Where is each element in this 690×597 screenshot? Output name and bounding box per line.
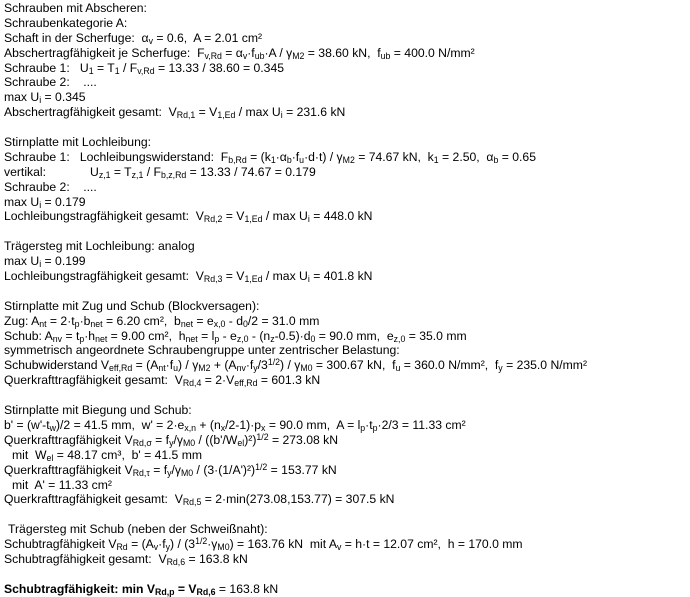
zug-line: Zug: $A_{nt} = 2\cdot t_p\cdot b_{net} = 6.20$ cm², $b_{net} = e_{x,0} - d_0/2 = 31.0$ mm [4,313,320,329]
schraubenkategorie: Schraubenkategorie A: [4,15,128,30]
a-strich-line: mit A' = 11.33 cm² [12,477,112,492]
schraube-2-line: Schraube 2: .... [4,75,97,90]
vertikal-line: vertikal: $U_{z,1} = T_{z,1} / F_{b,z,Rd} = 13.33 / 74.67 = 0.179$ [4,164,316,180]
blockversagen-gesamt-line: Querkrafttragfähigkeit gesamt: $V_{Rd,4} = 2\cdot V_{eff,Rd} = 601.3$ kN [4,373,321,389]
section-title-lochleibung-stirnplatte: Stirnplatte mit Lochleibung: [4,135,152,150]
querkraft-tau-line: Querkrafttragfähigkeit $V_{Rd,\tau} = f_y/\gamma_{M0} / (3\cdot(1/A')^2)^{1/2} = 153.77$ kN [4,461,337,478]
final-result-line: Schubtragfähigkeit: $\min V_{Rd,p} = V_{Rd,6} = 163.8$ kN [4,581,279,597]
max-ui-line: $\max U_i = 0.345$ [4,90,86,106]
b-strich-line: $b' = (w'-t_w)/2 = 41.5$ mm, $w' = 2\cdot e_{x,n} + (n_x/2-1)\cdot p_x = 90.0$ mm, $A = l_p\cdot t_p\cdot 2/3 = 11.33$ cm² [4,417,466,434]
lochleibung-max-ui-line: $\max U_i = 0.179$ [4,194,86,210]
calculation-document [4,1,688,597]
section-title-traegersteg-schub: Trägersteg mit Schub (neben der Schweißnaht): [8,522,268,537]
traegersteg-gesamt-line: Lochleibungstragfähigkeit gesamt: $V_{Rd,3} = V_{1,Ed} / \max U_i = 401.8$ kN [4,269,373,285]
traegersteg-max-ui-line: $\max U_i = 0.199$ [4,254,86,270]
lochleibung-schraube-2-line: Schraube 2: .... [4,179,97,194]
schub-gesamt-line: Schubtragfähigkeit gesamt: $V_{Rd,6} = 163.8$ kN [4,551,248,568]
biegung-gesamt-line: Querkrafttragfähigkeit gesamt: $V_{Rd,5} = 2\cdot\min(273.08,153.77) = 307.5$ kN [4,492,395,508]
lochleibung-gesamt-line: Lochleibungstragfähigkeit gesamt: $V_{Rd,2} = V_{1,Ed} / \max U_i = 448.0$ kN [4,209,373,225]
section-title-blockversagen: Stirnplatte mit Zug und Schub (Blockversagen): [4,298,260,313]
querkraft-sigma-line: Querkrafttragfähigkeit $V_{Rd,\sigma} = f_y/\gamma_{M0} / ((b'/W_{el})^2)^{1/2} = 273.08$ kN [4,431,339,449]
wel-line: mit $W_{el} = 48.17$ cm³, b' = 41.5 mm [12,447,203,463]
schubwiderstand-line: Schubwiderstand $V_{eff,Rd} = (A_{nt}\cdot f_u) / \gamma_{M2} + (A_{nv}\cdot f_y/3^{1/2}) / \gamma_{M0} = 300.67$ kN, $f_u = 360.0$ N/mm², $f_y = 235.0$ N/mm² [4,357,588,374]
schubtragfaehigkeit-line: Schubtragfähigkeit $V_{Rd} = (A_v\cdot f_y) / (3^{1/2}\cdot\gamma_{M0}) = 163.76$ kN mit $A_v = h\cdot t = 12.07$ cm², h = 170.0 mm [4,536,523,553]
schub-line: Schub: $A_{nv} = t_p\cdot h_{net} = 9.00$ cm², $h_{net} = l_p - e_{z,0} - (n_z-0.5)\cdot d_0 = 90.0$ mm, $e_{z,0} = 35.0$ mm [4,328,467,344]
schaft-line: Schaft in der Scherfuge: $\alpha_v = 0.6$, A = 2.01 cm² [4,30,263,46]
abscher-je-scherfuge-line: Abschertragfähigkeit je Scherfuge: $F_{v,Rd} = \alpha_v\cdot f_{ub}\cdot A / \gamma_{M2} = 38.60$ kN, $f_{ub} = 400.0$ N/mm² [4,45,475,61]
schraube-1-line: Schraube 1: $U_1 = T_1 / F_{v,Rd} = 13.33 / 38.60 = 0.345$ [4,60,285,76]
section-title-biegung-schub: Stirnplatte mit Biegung und Schub: [4,403,192,418]
section-title-abscheren: Schrauben mit Abscheren: [4,1,147,15]
section-title-lochleibung-traegersteg: Trägersteg mit Lochleibung: analog [4,239,195,254]
lochleibung-schraube-1-line: Schraube 1: Lochleibungswiderstand: $F_{b,Rd} = (k_1\cdot\alpha_b\cdot f_u\cdot d\cdot t) / \gamma_{M2} = 74.67$ kN, $k_1 = 2.50$, $\alpha_b = 0.65$ [4,149,536,166]
symmetrisch-line: symmetrisch angeordnete Schraubengruppe unter zentrischer Belastung: [4,343,400,358]
abscher-gesamt-line: Abschertragfähigkeit gesamt: $V_{Rd,1} = V_{1,Ed} / \max U_i = 231.6$ kN [4,105,346,121]
